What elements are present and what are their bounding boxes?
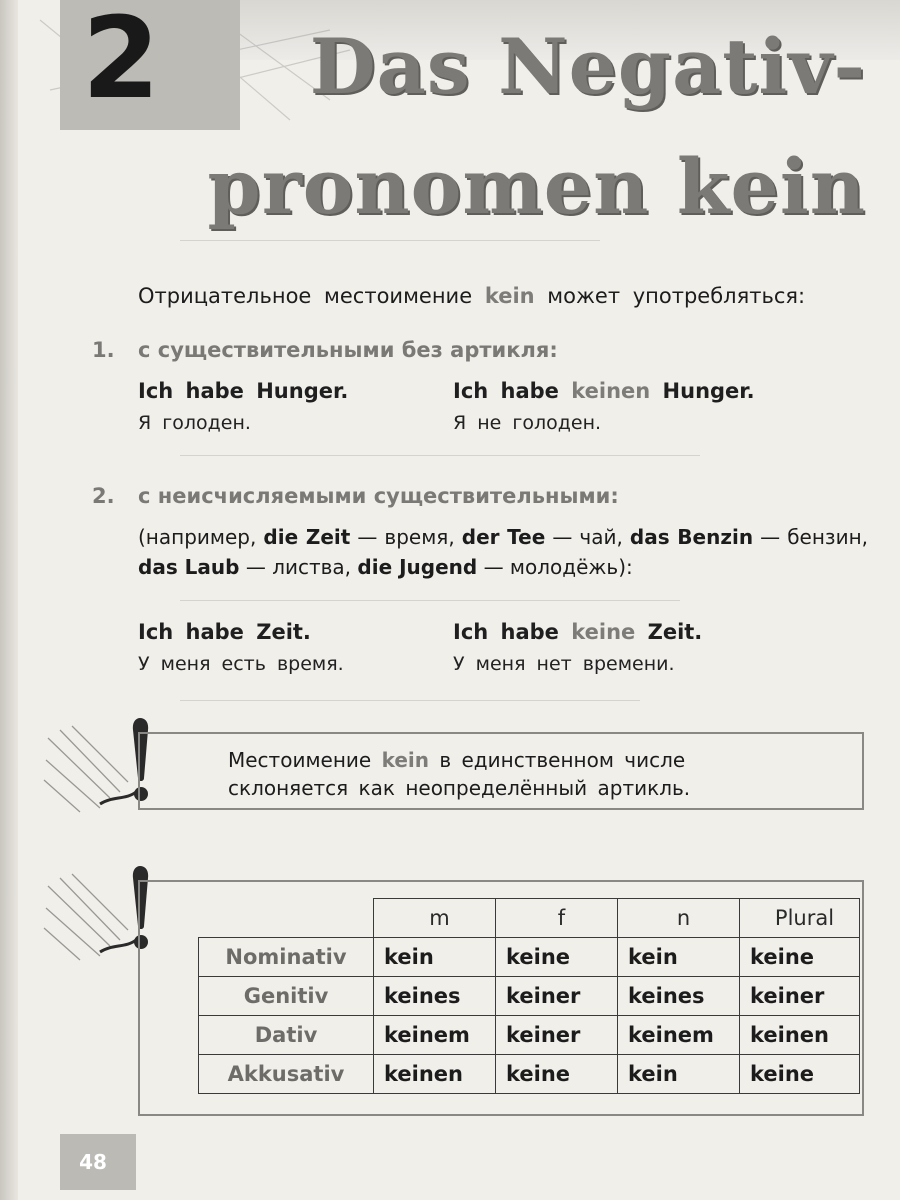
chapter-title-line-2: pronomen kein	[207, 142, 866, 231]
rule-1-example-negative-ru: Я не голоден.	[453, 412, 602, 434]
header-plural: Plural	[740, 899, 860, 938]
chapter-number: 2	[60, 0, 240, 130]
rule-2-example-positive-de	[138, 620, 311, 644]
bleed-line	[180, 700, 640, 701]
case-label: Nominativ	[199, 938, 374, 977]
rule-1-number: 1.	[92, 338, 115, 362]
table-cell: keiner	[496, 1016, 618, 1055]
table-cell: keinem	[618, 1016, 740, 1055]
table-cell: keine	[496, 1055, 618, 1094]
table-cell: keinen	[374, 1055, 496, 1094]
header-masculine: m	[374, 899, 496, 938]
note-translation: — молодёжь):	[483, 555, 633, 579]
example-text: Ich habe Hunger.	[138, 379, 349, 403]
note-translation: — листва,	[245, 555, 352, 579]
table-cell: keinem	[374, 1016, 496, 1055]
rule-2-example-positive-ru: У меня есть время.	[138, 653, 344, 675]
declension-table	[198, 898, 860, 1094]
note-translation: — время,	[357, 525, 455, 549]
table-row	[199, 1055, 860, 1094]
bleed-line	[180, 240, 600, 241]
note-word: die Zeit	[263, 525, 351, 549]
rule-1-example-positive-de	[138, 379, 348, 403]
rule-1-example-negative-de	[453, 379, 755, 403]
table-corner-cell	[199, 899, 374, 938]
table-cell: keine	[740, 938, 860, 977]
case-label: Akkusativ	[199, 1055, 374, 1094]
note-translation: — бензин,	[760, 525, 868, 549]
exclamation-icon	[40, 856, 150, 966]
rule-2-heading: с неисчисляемыми существительными:	[138, 484, 619, 508]
rule-note-box	[138, 732, 864, 810]
note-word: die Jugend	[357, 555, 478, 579]
case-label: Dativ	[199, 1016, 374, 1055]
case-label: Genitiv	[199, 977, 374, 1016]
note-translation: — чай,	[552, 525, 623, 549]
table-cell: keiner	[496, 977, 618, 1016]
table-header-row	[199, 899, 860, 938]
table-row	[199, 977, 860, 1016]
bleed-line	[180, 455, 700, 456]
intro-after: может употребляться:	[547, 284, 806, 308]
note-line-1-text: в единственном числе	[439, 748, 686, 772]
note-keyword: kein	[381, 748, 429, 772]
example-text: Ich habe Zeit.	[138, 620, 311, 644]
example-text: Ich habe	[453, 379, 559, 403]
table-row	[199, 938, 860, 977]
note-word: das Laub	[138, 555, 240, 579]
page-edge	[0, 0, 18, 1200]
intro-before: Отрицательное местоимение	[138, 284, 473, 308]
chapter-title-line-1: Das Negativ-	[309, 22, 866, 111]
table-cell: keine	[496, 938, 618, 977]
header-neuter: n	[618, 899, 740, 938]
table-cell: kein	[618, 1055, 740, 1094]
exclamation-icon	[40, 708, 150, 818]
intro-text	[138, 284, 868, 308]
note-word: der Tee	[461, 525, 546, 549]
table-cell: keines	[618, 977, 740, 1016]
table-cell: kein	[618, 938, 740, 977]
table-cell: keinen	[740, 1016, 860, 1055]
rule-1-example-positive-ru: Я голоден.	[138, 412, 251, 434]
example-text: Ich habe	[453, 620, 559, 644]
note-word: das Benzin	[629, 525, 754, 549]
rule-2-example-negative-ru: У меня нет времени.	[453, 653, 675, 675]
rule-2-number: 2.	[92, 484, 115, 508]
table-cell: keiner	[740, 977, 860, 1016]
rule-1-heading: с существительными без артикля:	[138, 338, 558, 362]
table-row	[199, 1016, 860, 1055]
table-cell: keines	[374, 977, 496, 1016]
note-line-1-text: Местоимение	[228, 748, 372, 772]
intro-keyword: kein	[484, 284, 535, 308]
note-line-2-text: склоняется как неопределённый артикль.	[228, 776, 691, 800]
example-keyword: keinen	[571, 379, 651, 403]
page-number: 48	[60, 1134, 136, 1190]
table-cell: kein	[374, 938, 496, 977]
bleed-line	[180, 600, 680, 601]
rule-note-text	[228, 746, 848, 802]
example-text: Zeit.	[647, 620, 703, 644]
rule-2-examples-note	[138, 522, 868, 582]
example-keyword: keine	[571, 620, 636, 644]
example-text: Hunger.	[662, 379, 755, 403]
note-text: (например,	[138, 525, 257, 549]
table-cell: keine	[740, 1055, 860, 1094]
header-feminine: f	[496, 899, 618, 938]
rule-2-example-negative-de	[453, 620, 702, 644]
